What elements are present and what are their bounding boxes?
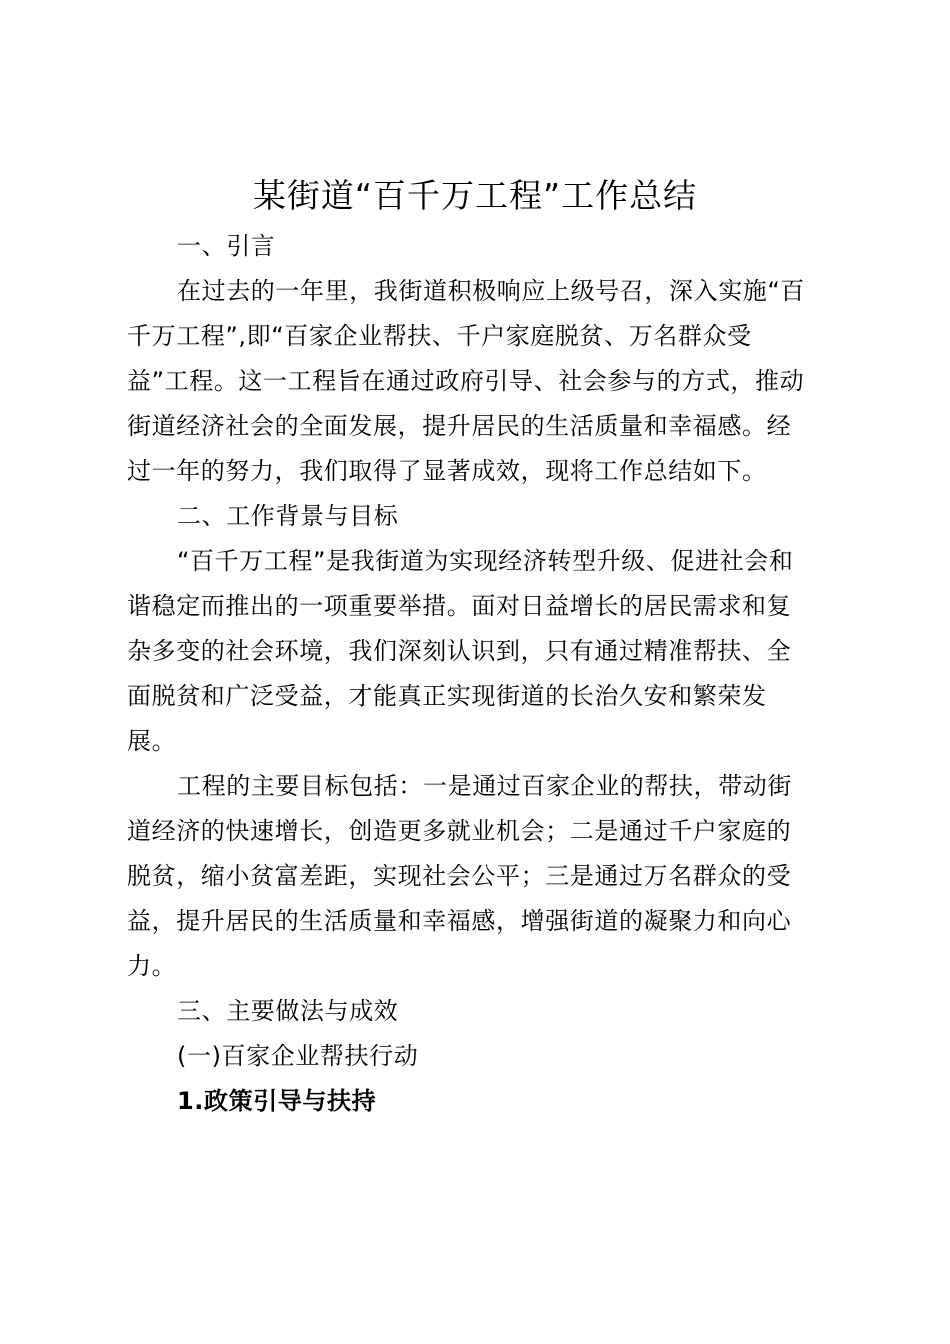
document-title: 某街道“百千万工程”工作总结 (252, 176, 698, 215)
text-line: “百千万工程”是我街道为实现经济转型升级、促进社会和 (177, 547, 794, 575)
text-line: 街道经济社会的全面发展，提升居民的生活质量和幸福感。经 (127, 412, 792, 440)
text-line: 千万工程”,即“百家企业帮扶、千户家庭脱贫、万名群众受 (127, 322, 752, 350)
text-line: 谐稳定而推出的一项重要举措。面对日益增长的居民需求和复 (127, 592, 792, 620)
text-line: (一)百家企业帮扶行动 (177, 1042, 419, 1070)
text-line: 三、主要做法与成效 (177, 997, 399, 1025)
text-line: 益”工程。这一工程旨在通过政府引导、社会参与的方式，推动 (127, 367, 805, 395)
text-line: 脱贫，缩小贫富差距，实现社会公平；三是通过万名群众的受 (127, 862, 792, 890)
document-body (127, 224, 832, 1124)
text-line: 杂多变的社会环境，我们深刻认识到，只有通过精准帮扶、全 (127, 637, 792, 665)
text-line: 面脱贫和广泛受益，才能真正实现街道的长治久安和繁荣发 (127, 682, 767, 710)
text-line: 道经济的快速增长，创造更多就业机会；二是通过千户家庭的 (127, 817, 792, 845)
text-line: 力。 (127, 952, 177, 980)
text-line: 一、引言 (177, 232, 276, 260)
text-line: 工程的主要目标包括：一是通过百家企业的帮扶，带动街 (177, 772, 792, 800)
text-line: 二、工作背景与目标 (177, 502, 399, 530)
section-subheading: 1.政策引导与扶持 (177, 1087, 377, 1115)
text-line: 益，提升居民的生活质量和幸福感，增强街道的凝聚力和向心 (127, 907, 792, 935)
text-line: 在过去的一年里，我街道积极响应上级号召，深入实施“百 (177, 277, 806, 305)
text-line: 展。 (127, 727, 177, 755)
text-line: 过一年的努力，我们取得了显著成效，现将工作总结如下。 (127, 457, 767, 485)
